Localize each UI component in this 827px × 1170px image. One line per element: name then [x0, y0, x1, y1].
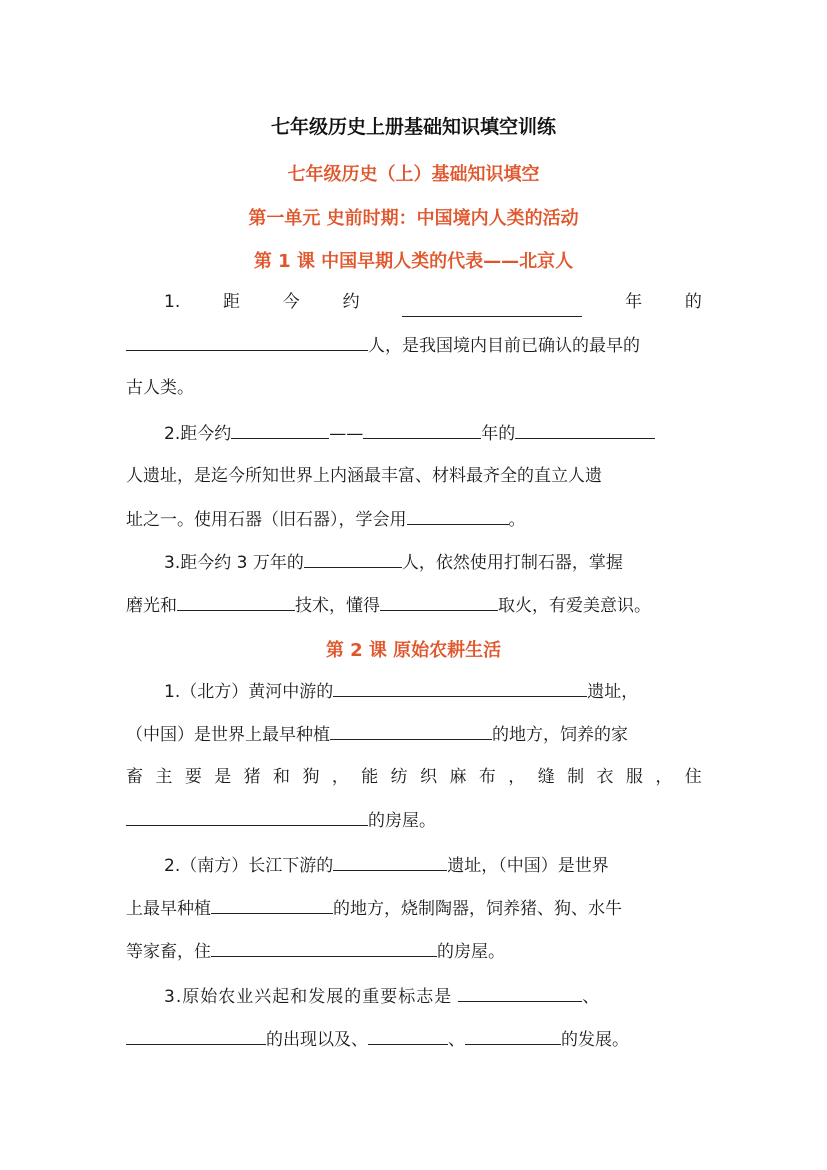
- text: 。: [508, 510, 526, 530]
- spread-char: 和: [273, 767, 291, 787]
- fill-blank[interactable]: [330, 719, 492, 740]
- fill-blank[interactable]: [177, 590, 295, 611]
- l1-q3-line2: [126, 590, 702, 620]
- text: 的地方，饲养的家: [492, 725, 628, 745]
- text: 遗址，: [587, 682, 639, 702]
- word: 今: [282, 292, 300, 312]
- page-title: 七年级历史上册基础知识填空训练: [270, 116, 556, 138]
- fill-blank[interactable]: [407, 504, 509, 525]
- text: 、: [448, 1030, 465, 1050]
- text: 的发展。: [561, 1030, 629, 1050]
- l1-q3-line1: [164, 547, 702, 577]
- text: （中国）是世界上最早种植: [126, 725, 330, 745]
- fill-blank[interactable]: [126, 330, 368, 351]
- text: 年的: [481, 424, 516, 444]
- spread-char: 狗: [302, 767, 320, 787]
- fill-blank[interactable]: [211, 893, 333, 914]
- lesson1-heading: 第 1 课 中国早期人类的代表——北京人: [253, 251, 574, 272]
- text: 磨光和: [126, 596, 177, 616]
- l1-q2-line2: 人遗址，是迄今所知世界上内涵最丰富、材料最齐全的直立人遗: [126, 466, 602, 486]
- text: 人，是我国境内目前已确认的最早的: [368, 336, 640, 356]
- spread-char: ，: [508, 767, 526, 787]
- fill-blank[interactable]: [333, 850, 447, 871]
- l1-q1-line3: 古人类。: [126, 378, 194, 398]
- spread-char: 要: [184, 767, 202, 787]
- spread-char: 猪: [243, 767, 261, 787]
- fill-blank[interactable]: [458, 981, 582, 1002]
- fill-blank[interactable]: [380, 590, 498, 611]
- fill-blank[interactable]: [363, 418, 481, 439]
- spread-char: 住: [684, 767, 702, 787]
- text: 技术，懂得: [295, 596, 380, 616]
- fill-blank[interactable]: [333, 676, 587, 697]
- l1-q2-line1: [164, 418, 702, 448]
- fill-blank[interactable]: [368, 1024, 448, 1045]
- spread-char: 是: [214, 767, 232, 787]
- l2-q2-line3: [126, 936, 702, 966]
- fill-blank[interactable]: [126, 805, 368, 826]
- unit-heading: 第一单元 史前时期：中国境内人类的活动: [248, 208, 579, 229]
- l1-q1-line1: [164, 287, 702, 317]
- spread-char: 能: [361, 767, 379, 787]
- spread-char: 纺: [390, 767, 408, 787]
- l1-q1-line2: [126, 330, 702, 360]
- fill-blank[interactable]: [231, 418, 329, 439]
- text: 遗址，（中国）是世界: [447, 856, 609, 876]
- spread-char: 麻: [449, 767, 467, 787]
- spread-char: 制: [567, 767, 585, 787]
- text: 的出现以及、: [266, 1030, 368, 1050]
- text: 3.原始农业兴起和发展的重要标志是: [164, 987, 453, 1007]
- fill-blank[interactable]: [126, 1024, 266, 1045]
- spread-char: ，: [655, 767, 673, 787]
- text: 的房屋。: [368, 811, 436, 831]
- text: 3.距今约 3 万年的: [164, 553, 304, 573]
- text: 取火，有爱美意识。: [498, 596, 651, 616]
- text: ——: [329, 424, 364, 444]
- text: 、: [582, 987, 601, 1007]
- l2-q1-line4: [126, 805, 702, 835]
- text: 1.（北方）黄河中游的: [164, 682, 334, 702]
- fill-blank[interactable]: [465, 1024, 561, 1045]
- fill-blank[interactable]: [515, 418, 655, 439]
- spread-char: 缝: [537, 767, 555, 787]
- l2-q2-line1: [164, 850, 702, 880]
- l2-q3-line1: [164, 981, 702, 1011]
- spread-char: 衣: [596, 767, 614, 787]
- lesson2-heading: 第 2 课 原始农耕生活: [325, 640, 502, 661]
- fill-blank[interactable]: [402, 296, 582, 317]
- text: 上最早种植: [126, 899, 211, 919]
- word: 的: [684, 292, 702, 312]
- q-number: 1.: [164, 292, 181, 312]
- text: 址之一。使用石器（旧石器），学会用: [126, 510, 407, 530]
- spread-char: 主: [155, 767, 173, 787]
- l1-q2-line3: [126, 504, 702, 534]
- spread-char: 服: [625, 767, 643, 787]
- fill-blank[interactable]: [304, 547, 402, 568]
- l2-q1-line2: [126, 719, 702, 749]
- l2-q2-line2: [126, 893, 702, 923]
- word: 距: [223, 292, 241, 312]
- spread-char: 畜: [126, 767, 143, 787]
- text: 人，依然使用打制石器，掌握: [401, 553, 623, 573]
- text: 的房屋。: [437, 942, 505, 962]
- word: 约: [342, 292, 360, 312]
- text: 2.（南方）长江下游的: [164, 856, 334, 876]
- spread-char: 布: [478, 767, 496, 787]
- text: 2.距今约: [164, 424, 232, 444]
- fill-blank[interactable]: [211, 936, 437, 957]
- spread-char: ，: [331, 767, 349, 787]
- text: 等家畜，住: [126, 942, 211, 962]
- l2-q1-line3: [126, 762, 702, 792]
- l2-q1-line1: [164, 676, 702, 706]
- l2-q3-line2: [126, 1024, 702, 1054]
- spread-char: 织: [420, 767, 438, 787]
- text: 的地方，烧制陶器，饲养猪、狗、水牛: [333, 899, 622, 919]
- subtitle: 七年级历史（上）基础知识填空: [287, 164, 540, 185]
- word: 年: [625, 292, 643, 312]
